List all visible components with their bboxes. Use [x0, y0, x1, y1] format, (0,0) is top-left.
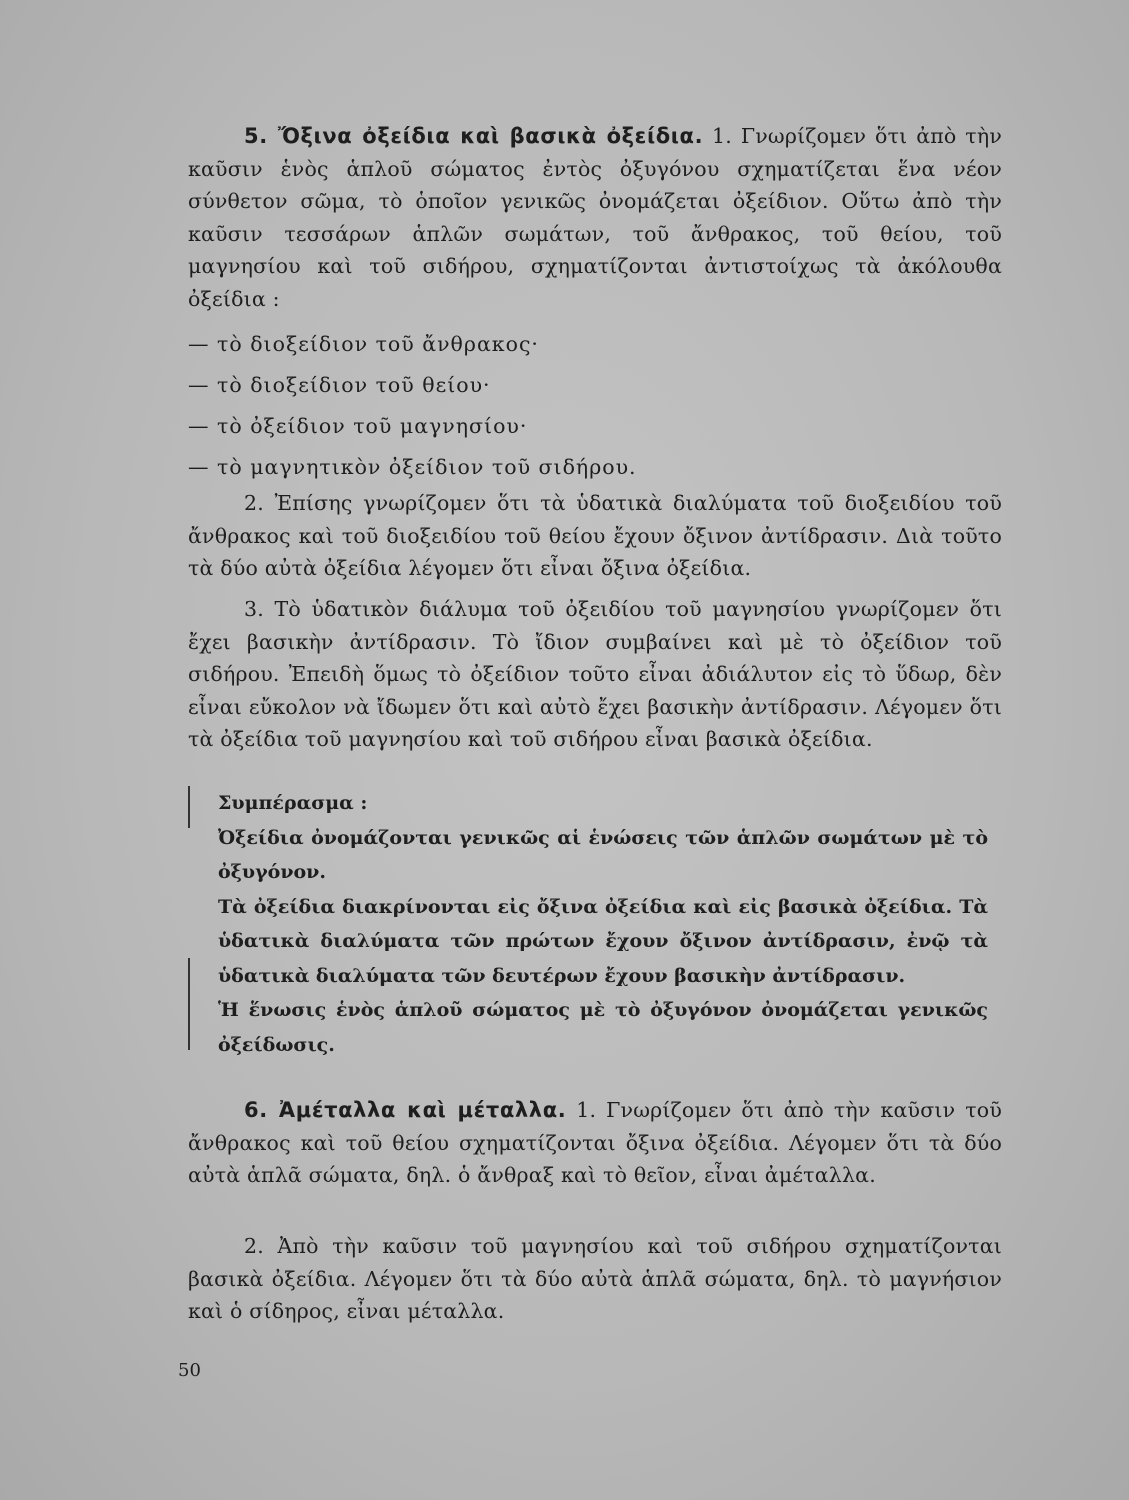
page-number: 50 — [178, 1360, 201, 1381]
section-5 — [188, 120, 1002, 315]
section-5-text-3: 3. Τὸ ὑδατικὸν διάλυμα τοῦ ὀξειδίου τοῦ μαγνησίου γνωρίζομεν ὅτι ἔχει βασικὴν ἀντίδρασιν. Τὸ ἴδιον συμβαίνει καὶ μὲ τὸ ὀξείδιον τοῦ σιδήρου. Ἐπειδὴ ὅμως τὸ ὀξείδιον τοῦτο εἶναι ἀδιάλυτον εἰς τὸ ὕδωρ, δὲν εἶναι εὔκολον νὰ ἴδωμεν ὅτι καὶ αὐτὸ ἔχει βασικὴν ἀντίδρασιν. Λέγομεν ὅτι τὰ ὀξείδια τοῦ μαγνησίου καὶ τοῦ σιδήρου εἶναι βασικὰ ὀξείδια. — [188, 597, 1002, 751]
oxide-list — [188, 324, 1002, 488]
section-6-text-2: 2. Ἀπὸ τὴν καῦσιν τοῦ μαγνησίου καὶ τοῦ σιδήρου σχηματίζονται βασικὰ ὀξείδια. Λέγομεν ὅτι τὰ δύο αὐτὰ ἁπλᾶ σώματα, δηλ. τὸ μαγνήσιον καὶ ὁ σίδηρος, εἶναι μέταλλα. — [188, 1234, 1002, 1323]
conclusion-title: Συμπέρασμα : — [218, 792, 368, 814]
conclusion-text — [218, 786, 988, 1062]
conclusion-line-2: Τὰ ὀξείδια διακρίνονται εἰς ὄξινα ὀξείδια καὶ εἰς βασικὰ ὀξείδια. Τὰ ὑδατικὰ διαλύματα τῶν πρώτων ἔχουν ὄξινον ἀντίδρασιν, ἐνῷ τὰ ὑδατικὰ διαλύματα τῶν δευτέρων ἔχουν βασικὴν ἀντίδρασιν. — [218, 895, 988, 987]
section-6-text-1: 1. Γνωρίζομεν ὅτι ἀπὸ τὴν καῦσιν τοῦ ἄνθρακος καὶ τοῦ θείου σχηματίζονται ὄξινα ὀξείδια. Λέγομεν ὅτι τὰ δύο αὐτὰ ἁπλᾶ σώματα, δηλ. ὁ ἄνθραξ καὶ τὸ θεῖον, εἶναι ἀμέταλλα. — [188, 1098, 1002, 1187]
section-6-heading: 6. Ἀμέταλλα καὶ μέταλλα. — [244, 1098, 567, 1122]
list-item: — τὸ διοξείδιον τοῦ θείου· — [188, 373, 491, 397]
list-item: — τὸ μαγνητικὸν ὀξείδιον τοῦ σιδήρου. — [188, 455, 637, 479]
section-5-paragraph-3 — [188, 593, 1002, 756]
list-item: — τὸ διοξείδιον τοῦ ἄνθρακος· — [188, 332, 539, 356]
section-5-paragraph-2 — [188, 487, 1002, 585]
section-6-paragraph-2 — [188, 1230, 1002, 1328]
section-5-text-1: 1. Γνωρίζομεν ὅτι ἀπὸ τὴν καῦσιν ἑνὸς ἁπλοῦ σώματος ἐντὸς ὀξυγόνου σχηματίζεται ἕνα νέον σύνθετον σῶμα, τὸ ὁποῖον γενικῶς ὀνομάζεται ὀξείδιον. Οὕτω ἀπὸ τὴν καῦσιν τεσσάρων ἁπλῶν σωμάτων, τοῦ ἄνθρακος, τοῦ θείου, τοῦ μαγνησίου καὶ τοῦ σιδήρου, σχηματίζονται ἀντιστοίχως τὰ ἀκόλουθα ὀξείδια : — [188, 124, 1002, 311]
conclusion-line-3: Ἡ ἕνωσις ἑνὸς ἁπλοῦ σώματος μὲ τὸ ὀξυγόνον ὀνομάζεται γενικῶς ὀξείδωσις. — [218, 999, 988, 1056]
conclusion-bar-bottom — [188, 958, 190, 1050]
section-5-heading: 5. Ὄξινα ὀξείδια καὶ βασικὰ ὀξείδια. — [244, 124, 704, 148]
conclusion-bar-top — [188, 786, 190, 828]
section-6-paragraph-1 — [188, 1094, 1002, 1192]
section-5-text-2: 2. Ἐπίσης γνωρίζομεν ὅτι τὰ ὑδατικὰ διαλύματα τοῦ διοξειδίου τοῦ ἄνθρακος καὶ τοῦ διοξειδίου τοῦ θείου ἔχουν ὄξινον ἀντίδρασιν. Διὰ τοῦτο τὰ δύο αὐτὰ ὀξείδια λέγομεν ὅτι εἶναι ὄξινα ὀξείδια. — [188, 491, 1002, 580]
section-5-paragraph-1 — [188, 120, 1002, 315]
conclusion-box — [188, 778, 1002, 1054]
section-6 — [188, 1094, 1002, 1192]
conclusion-line-1: Ὀξείδια ὀνομάζονται γενικῶς αἱ ἑνώσεις τῶν ἁπλῶν σωμάτων μὲ τὸ ὀξυγόνον. — [218, 826, 988, 883]
list-item: — τὸ ὀξείδιον τοῦ μαγνησίου· — [188, 414, 528, 438]
